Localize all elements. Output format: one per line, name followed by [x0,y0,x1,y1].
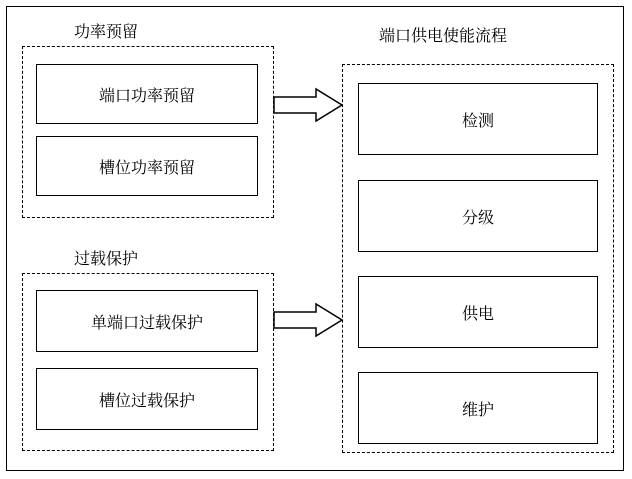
node-detection[interactable]: 检测 [358,83,598,155]
node-classification[interactable]: 分级 [358,180,598,252]
node-single-port-overload-protection[interactable]: 单端口过载保护 [36,290,258,352]
group-title-power-reserve: 功率预留 [74,22,139,41]
node-power-supply[interactable]: 供电 [358,276,598,348]
group-title-overload-protection: 过载保护 [74,249,139,268]
node-slot-power-reserve[interactable]: 槽位功率预留 [36,136,258,196]
group-title-port-power-enable-flow: 端口供电使能流程 [379,26,508,45]
node-maintenance[interactable]: 维护 [358,372,598,444]
arrow-overload-protection-to-flow [272,300,344,340]
arrow-power-reserve-to-flow [272,85,344,125]
node-port-power-reserve[interactable]: 端口功率预留 [36,64,258,124]
node-slot-overload-protection[interactable]: 槽位过载保护 [36,368,258,430]
